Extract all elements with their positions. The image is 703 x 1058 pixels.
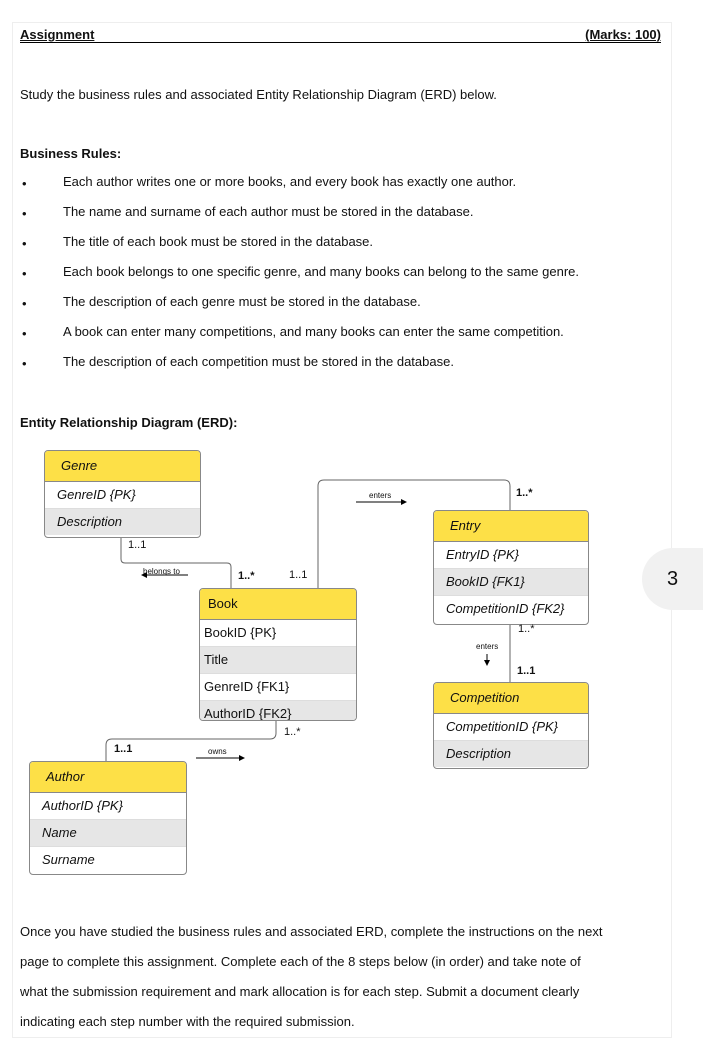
entry-entity [433, 510, 589, 625]
entity-title: Genre [45, 451, 200, 482]
entity-field: Name [30, 820, 186, 847]
bullet-icon: • [22, 176, 27, 191]
page-number: 3 [667, 568, 679, 590]
entity-field: GenreID {PK} [45, 482, 200, 509]
bullet-icon: • [22, 326, 27, 341]
entity-field: Title [200, 647, 356, 674]
belongs-to-label: belongs to [143, 567, 180, 576]
enters-side-label: enters [476, 642, 499, 651]
entity-field: BookID {PK} [200, 620, 356, 647]
book-entity [199, 588, 357, 721]
genre-entity [44, 450, 201, 538]
bullet-icon: • [22, 356, 27, 371]
cardinality-label: 1..* [238, 570, 255, 582]
entity-field: EntryID {PK} [434, 542, 588, 569]
author-entity [29, 761, 187, 875]
entity-field: CompetitionID {PK} [434, 714, 588, 741]
cardinality-label: 1..* [284, 726, 301, 738]
entity-field: Surname [42, 852, 95, 867]
assignment-title: Assignment [20, 27, 95, 42]
marks-label: (Marks: 100) [585, 27, 661, 42]
owns-label: owns [208, 747, 227, 756]
entity-title: Book [200, 589, 356, 620]
rules-heading: Business Rules: [20, 146, 122, 161]
entity-field: BookID {FK1} [434, 569, 588, 596]
competition-entity [433, 682, 589, 769]
cardinality-label: 1..1 [289, 569, 308, 581]
cardinality-label: 1..* [516, 487, 533, 499]
cardinality-label: 1..1 [128, 539, 147, 551]
cardinality-label: 1..1 [517, 665, 536, 677]
cardinality-label: 1..* [518, 623, 535, 635]
bullet-icon: • [22, 266, 27, 281]
bullet-icon: • [22, 296, 27, 311]
entity-field: AuthorID {FK2} [200, 701, 356, 721]
entity-field: CompetitionID {FK2} [446, 601, 565, 616]
page-number-badge[interactable] [642, 548, 703, 610]
enters-top-label: enters [369, 491, 392, 500]
entity-field: AuthorID {PK} [30, 793, 186, 820]
intro-text: Study the business rules and associated Entity Relationship Diagram (ERD) below. [20, 87, 497, 102]
erd-heading: Entity Relationship Diagram (ERD): [20, 415, 238, 430]
entity-title: Author [30, 762, 186, 793]
entity-field: GenreID {FK1} [200, 674, 356, 701]
bullet-icon: • [22, 206, 27, 221]
bullet-icon: • [22, 236, 27, 251]
closing-paragraph: Once you have studied the business rules and associated ERD, complete the instructions on the next page to complete this assignment. Complete each of the 8 steps below (in order) and take note of what the submission requirement and mark allocation is for each step. Submit a document clearly indicating each step number with the required submission. [20, 924, 603, 1029]
cardinality-label: 1..1 [114, 743, 133, 755]
entity-field: Description [434, 741, 588, 767]
entity-field: Description [45, 509, 200, 535]
entity-title: Competition [434, 683, 588, 714]
entity-title: Entry [434, 511, 588, 542]
